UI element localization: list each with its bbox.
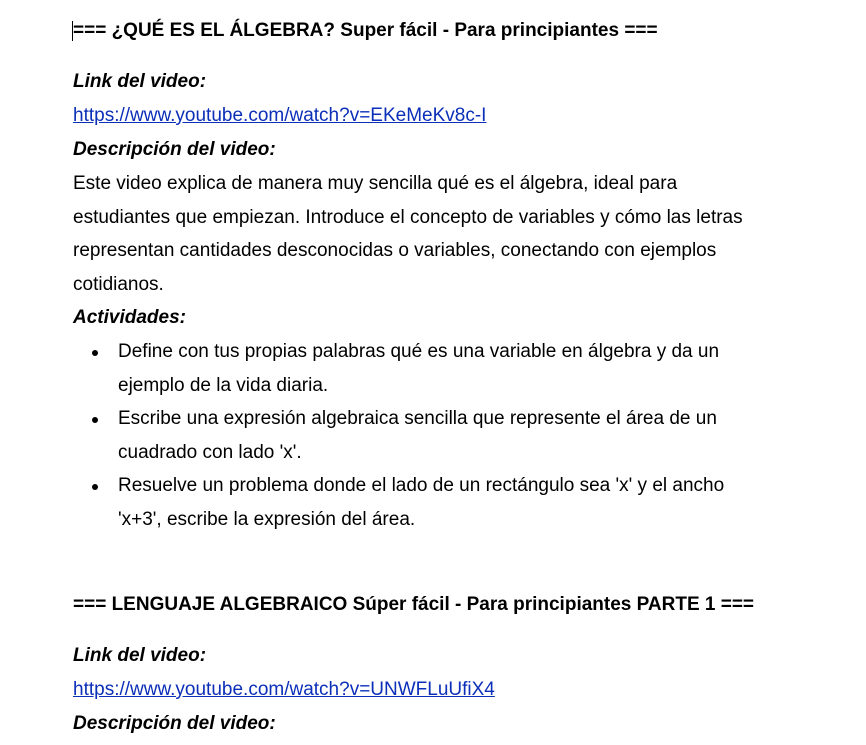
section-1-activities-list	[73, 335, 773, 536]
activity-item	[73, 335, 773, 402]
activity-line: ejemplo de la vida diaria.	[118, 374, 329, 396]
description-line: estudiantes que empiezan. Introduce el concepto de variables y cómo las letras	[73, 206, 743, 228]
section-2-description-label: Descripción del video:	[73, 713, 276, 734]
section-1-video-link[interactable]: https://www.youtube.com/watch?v=EKeMeKv8c-I	[73, 105, 487, 126]
section-1-activities-label: Actividades:	[73, 307, 186, 328]
section-2-heading: === LENGUAJE ALGEBRAICO Súper fácil - Para principiantes PARTE 1 ===	[73, 594, 755, 615]
description-line: Este video explica de manera muy sencilla qué es el álgebra, ideal para	[73, 173, 678, 194]
activity-line: Resuelve un problema donde el lado de un rectángulo sea 'x' y el ancho	[118, 475, 725, 496]
activity-line: Define con tus propias palabras qué es una variable en álgebra y da un	[118, 341, 720, 362]
section-1-description	[73, 167, 773, 301]
activity-line: 'x+3', escribe la expresión del área.	[118, 508, 416, 530]
section-1-link-label: Link del video:	[73, 71, 207, 92]
bullet-icon	[92, 484, 98, 490]
section-2-video-link[interactable]: https://www.youtube.com/watch?v=UNWFLuUfiX4	[73, 679, 495, 700]
section-1-heading: === ¿QUÉ ES EL ÁLGEBRA? Super fácil - Para principiantes ===	[73, 20, 658, 41]
activity-item	[73, 469, 773, 536]
bullet-icon	[92, 417, 98, 423]
description-line: representan cantidades desconocidas o variables, conectando con ejemplos	[73, 240, 717, 261]
section-1-description-label: Descripción del video:	[73, 139, 276, 160]
activity-line: cuadrado con lado 'x'.	[118, 441, 302, 463]
description-line: cotidianos.	[73, 273, 164, 295]
activity-item	[73, 402, 773, 469]
activity-line: Escribe una expresión algebraica sencilla que represente el área de un	[118, 408, 717, 429]
section-2-link-label: Link del video:	[73, 645, 207, 666]
bullet-icon	[92, 350, 98, 356]
